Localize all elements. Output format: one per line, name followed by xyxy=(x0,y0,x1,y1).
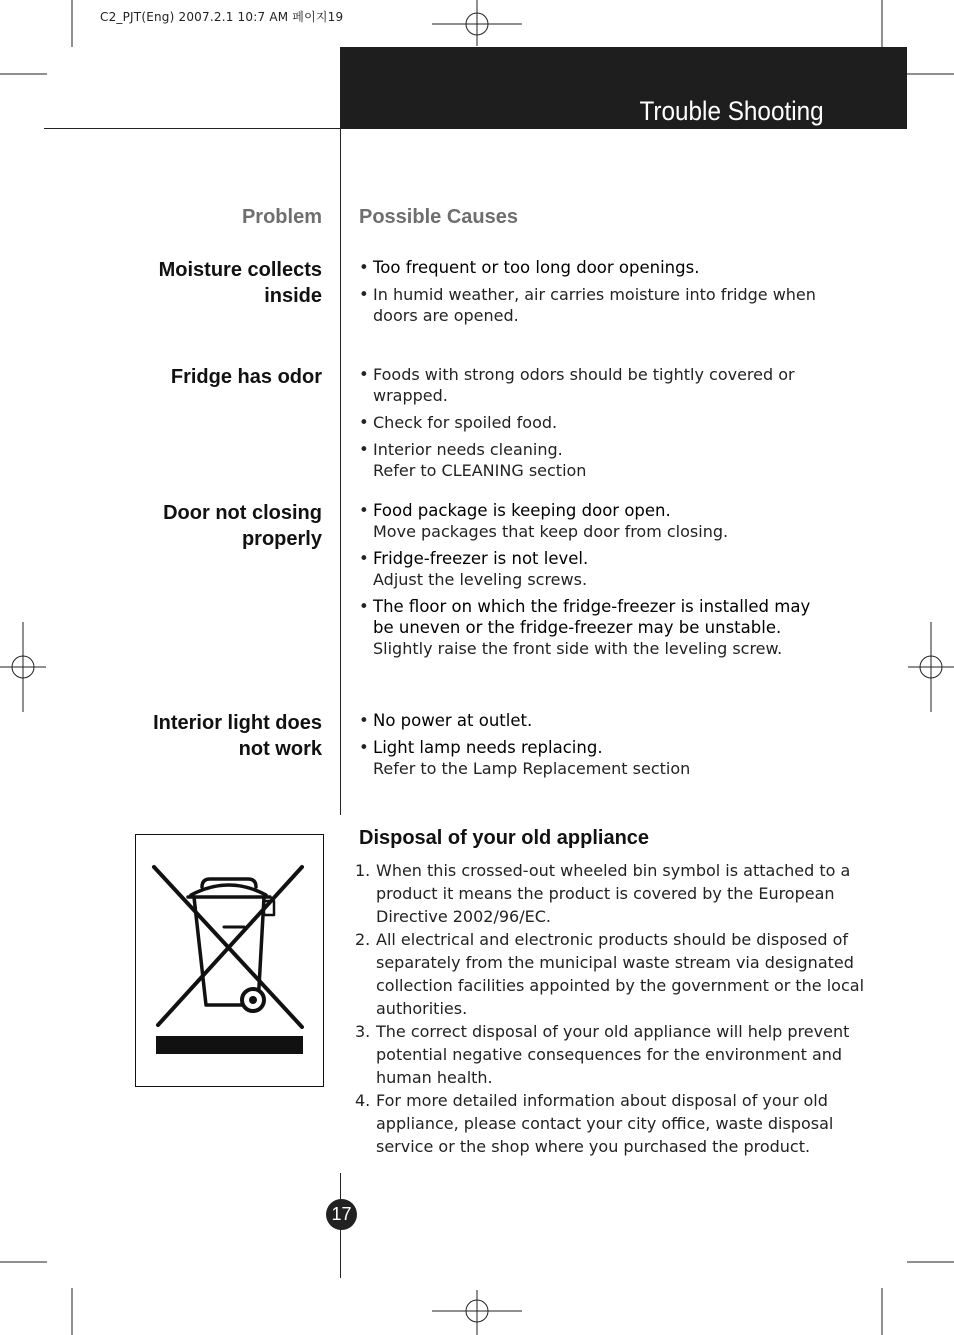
causes-light xyxy=(359,710,829,785)
registration-mark-bottom xyxy=(432,1290,522,1335)
list-item: • Fridge-freezer is not level. Adjust the leveling screws. xyxy=(359,549,589,589)
disposal-heading: Disposal of your old appliance xyxy=(359,827,650,849)
crossed-out-wheeled-bin-icon xyxy=(136,835,323,1086)
list-item: • Too frequent or too long door openings. xyxy=(359,258,700,277)
problem-column-heading: Problem xyxy=(241,206,322,228)
problem-door: Door not closing properly xyxy=(163,502,322,550)
list-item: • In humid weather, air carries moisture into fridge when doors are opened. xyxy=(359,285,816,325)
header-rule xyxy=(44,128,341,129)
problem-odor: Fridge has odor xyxy=(170,366,322,388)
list-item: 4. For more detailed information about disposal of your old appliance, please contact your city office, waste disposal service or the shop where you purchased the product. xyxy=(355,1091,834,1156)
list-item: 2. All electrical and electronic products should be disposed of separately from the municipal waste stream via designated collection facilities appointed by the government or the local authorities. xyxy=(355,930,865,1018)
causes-moisture xyxy=(359,257,829,332)
causes-odor xyxy=(359,364,829,487)
causes-door xyxy=(359,500,829,665)
weee-symbol-frame xyxy=(135,834,324,1087)
header-bar xyxy=(340,47,907,129)
problem-light: Interior light does not work xyxy=(153,712,322,760)
list-item: • Foods with strong odors should be tightly covered or wrapped. xyxy=(359,365,795,405)
list-item: • The floor on which the fridge-freezer is installed may be uneven or the fridge-freezer may be unstable. Slightly raise the front side with the leveling screw. xyxy=(359,597,811,658)
list-item: • Interior needs cleaning. Refer to CLEANING section xyxy=(359,440,587,480)
registration-mark-left xyxy=(0,622,46,712)
disposal-list xyxy=(355,859,865,1158)
list-item: • Food package is keeping door open. Move packages that keep door from closing. xyxy=(359,501,729,541)
page-number: 17 xyxy=(326,1199,357,1230)
registration-mark-top xyxy=(432,0,522,46)
page-title: Trouble Shooting xyxy=(639,96,824,126)
column-divider xyxy=(340,128,341,815)
problem-moisture: Moisture collects inside xyxy=(158,259,322,307)
causes-column-heading: Possible Causes xyxy=(359,206,518,228)
registration-mark-right xyxy=(908,622,954,712)
list-item: 3. The correct disposal of your old appliance will help prevent potential negative consequences for the environment and human health. xyxy=(355,1022,850,1087)
list-item: • Light lamp needs replacing. Refer to the Lamp Replacement section xyxy=(359,738,691,778)
list-item: • Check for spoiled food. xyxy=(359,413,558,432)
list-item: • No power at outlet. xyxy=(359,711,533,730)
print-slug: C2_PJT(Eng) 2007.2.1 10:7 AM 페이지19 xyxy=(100,10,344,24)
list-item: 1. When this crossed-out wheeled bin symbol is attached to a product it means the product is covered by the European Directive 2002/96/EC. xyxy=(355,861,851,926)
weee-underline-bar xyxy=(156,1036,303,1054)
